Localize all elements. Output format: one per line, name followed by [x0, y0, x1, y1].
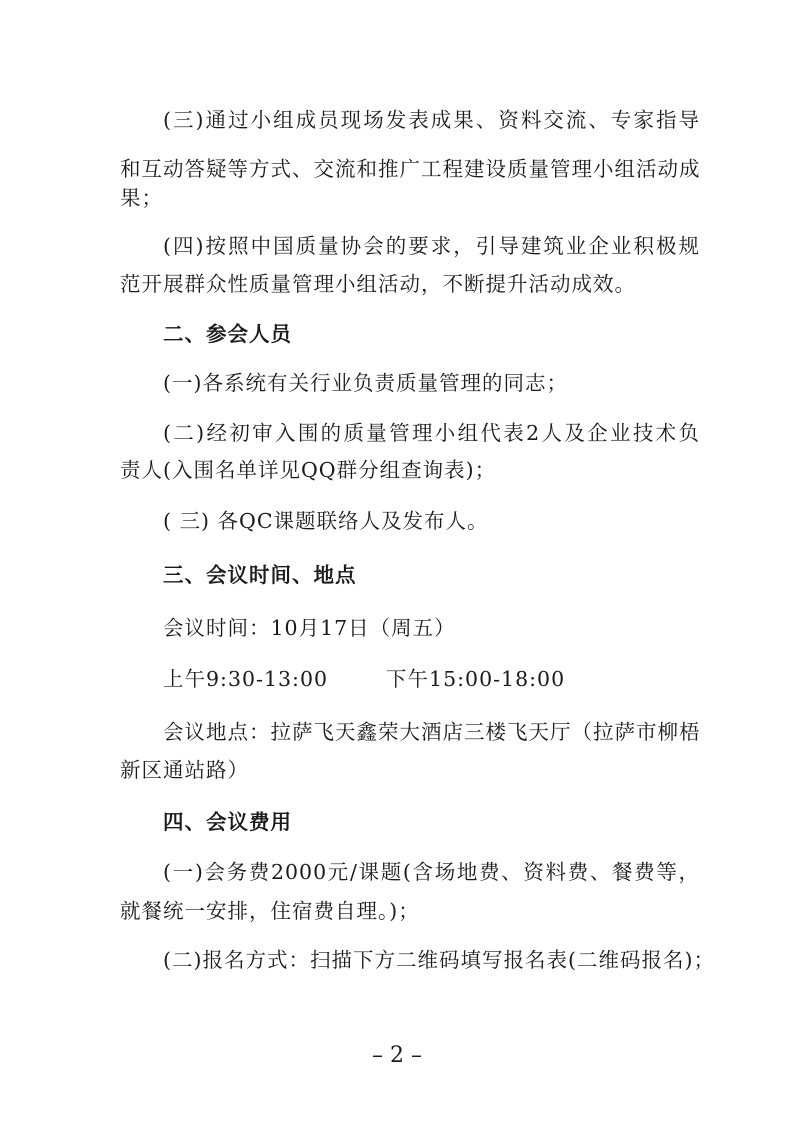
section-2-item-1: (一)各系统有关行业负责质量管理的同志； — [163, 371, 568, 395]
morning-session: 上午9:30-13:00 — [163, 667, 329, 691]
paragraph-4-line-1: (四)按照中国质量协会的要求，引导建筑业企业积极规 — [163, 234, 700, 258]
section-4-heading: 四、会议费用 — [163, 810, 292, 834]
page-number: – 2 – — [372, 1043, 422, 1068]
section-2-item-2-line-2: 责人(入围名单详见QQ群分组查询表)； — [120, 458, 497, 482]
meeting-sessions — [163, 665, 700, 693]
section-2-item-3: ( 三) 各QC课题联络人及发布人。 — [163, 509, 489, 533]
section-2-item-2-line-1: (二)经初审入围的质量管理小组代表2人及企业技术负 — [163, 421, 700, 445]
meeting-place-line-1: 会议地点：拉萨飞天鑫荣大酒店三楼飞天厅（拉萨市柳梧 — [163, 720, 701, 744]
paragraph-3-line-1: (三)通过小组成员现场发表成果、资料交流、专家指导 — [163, 108, 700, 132]
afternoon-session: 下午15:00-18:00 — [386, 667, 566, 691]
section-4-item-2: (二)报名方式：扫描下方二维码填写报名表(二维码报名)； — [163, 948, 715, 972]
paragraph-3-line-2: 和互动答疑等方式、交流和推广工程建设质量管理小组活动成 — [120, 157, 701, 181]
section-2-heading: 二、参会人员 — [163, 322, 292, 346]
section-4-item-1-line-2: 就餐统一安排，住宿费自理。)； — [120, 899, 420, 923]
meeting-time: 会议时间：10月17日（周五） — [163, 616, 456, 640]
section-3-heading: 三、会议时间、地点 — [163, 563, 357, 587]
section-4-item-1-line-1: (一)会务费2000元/课题(含场地费、资料费、餐费等， — [163, 860, 700, 884]
meeting-place-line-2: 新区通站路） — [120, 758, 249, 782]
paragraph-3-line-3: 果； — [120, 186, 163, 210]
paragraph-4-line-2: 范开展群众性质量管理小组活动，不断提升活动成效。 — [120, 272, 636, 296]
